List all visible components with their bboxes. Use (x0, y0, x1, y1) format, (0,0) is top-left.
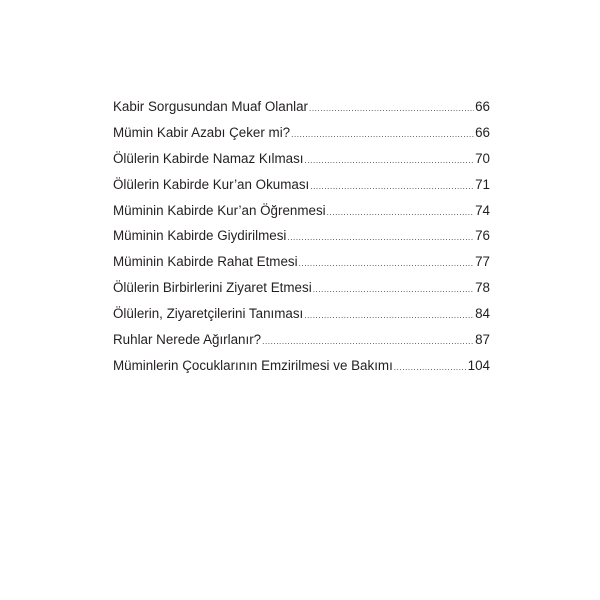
dot-leader (304, 312, 474, 320)
dot-leader (327, 209, 474, 217)
toc-entry (113, 172, 490, 198)
toc-entry-title: Ölülerin Birbirlerini Ziyaret Etmesi (113, 280, 312, 296)
toc-entry-title: Ölülerin Kabirde Kur’an Okuması (113, 176, 310, 192)
toc-entry-title: Müminin Kabirde Giydirilmesi (113, 228, 287, 244)
toc-entry-page-number: 78 (475, 280, 490, 296)
toc-entry-page-number: 71 (475, 176, 490, 192)
toc-entry (113, 223, 490, 249)
dot-leader (313, 286, 474, 294)
toc-entry-page-number: 66 (475, 99, 490, 114)
dot-leader (299, 260, 475, 268)
toc-entry (113, 94, 490, 120)
toc-entry-title: Müminlerin Çocuklarının Emzirilmesi ve Bakımı (113, 357, 393, 373)
toc-entry-title: Ölülerin Kabirde Namaz Kılması (113, 150, 304, 166)
toc-entry-page-number: 74 (475, 202, 490, 218)
toc-entry (113, 353, 490, 379)
toc-entry (113, 146, 490, 172)
toc-entry-page-number: 70 (475, 150, 490, 166)
toc-entry-page-number: 84 (475, 306, 490, 322)
toc-entry-title: Mümin Kabir Azabı Çeker mi? (113, 124, 291, 140)
toc-entry-page-number: 66 (475, 124, 490, 140)
dot-leader (310, 183, 474, 191)
dot-leader (287, 234, 474, 242)
toc-entry-title: Kabir Sorgusundan Muaf Olanlar (113, 99, 309, 114)
toc-entry (113, 301, 490, 327)
toc-entry (113, 275, 490, 301)
toc-entry-page-number: 104 (467, 357, 490, 373)
dot-leader (291, 131, 474, 139)
toc-entry-page-number: 76 (475, 228, 490, 244)
toc-entry-title: Müminin Kabirde Kur’an Öğrenmesi (113, 202, 326, 218)
dot-leader (309, 105, 474, 113)
toc-entry-page-number: 87 (475, 332, 490, 348)
toc-entry-page-number: 77 (475, 254, 490, 270)
toc-entry-title: Ruhlar Nerede Ağırlanır? (113, 332, 262, 348)
toc-entry (113, 198, 490, 224)
toc-entry-title: Müminin Kabirde Rahat Etmesi (113, 254, 298, 270)
toc-entry (113, 120, 490, 146)
table-of-contents (113, 94, 490, 379)
toc-entry (113, 327, 490, 353)
dot-leader (394, 364, 467, 372)
dot-leader (305, 157, 475, 165)
dot-leader (262, 338, 474, 346)
toc-entry (113, 249, 490, 275)
toc-entry-title: Ölülerin, Ziyaretçilerini Tanıması (113, 306, 304, 322)
